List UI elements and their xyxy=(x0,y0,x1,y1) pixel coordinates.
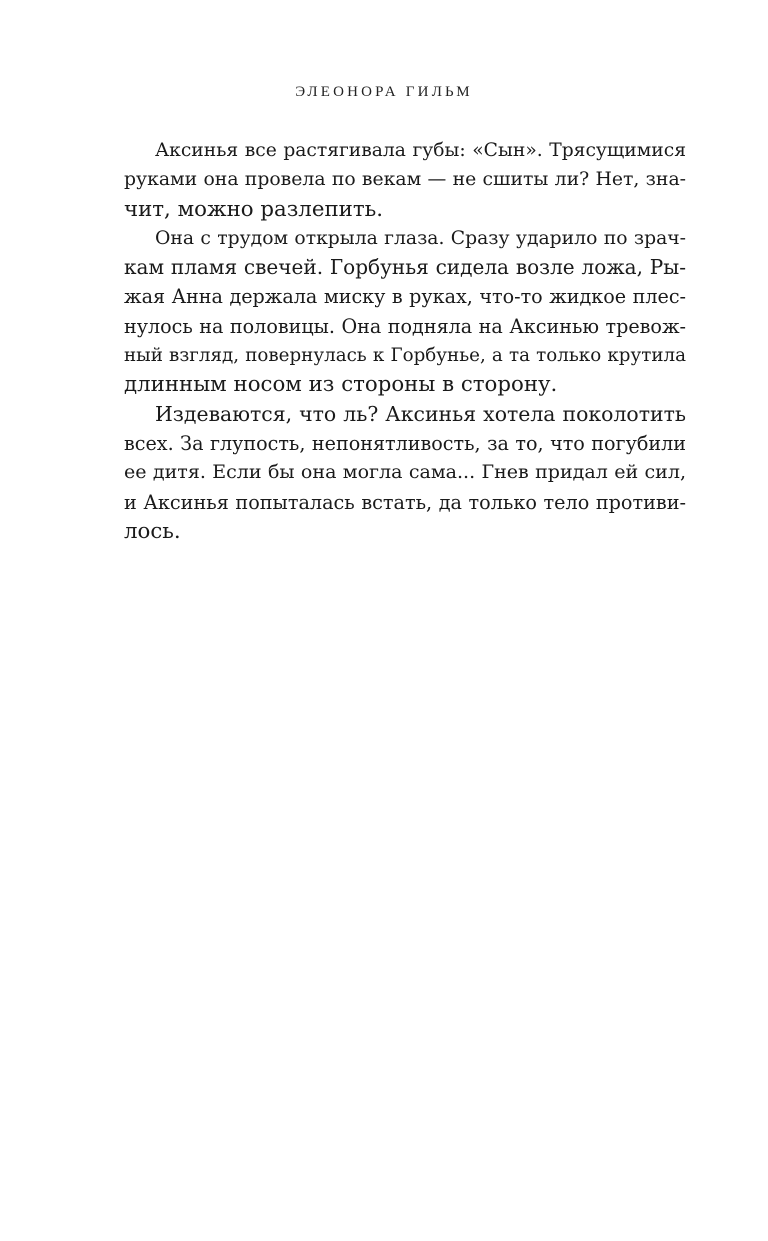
body-text xyxy=(124,136,686,546)
text-line: длинным носом из стороны в сторону. xyxy=(124,372,558,398)
text-line: всех. За глупость, непонятливость, за то, что погубили xyxy=(124,431,686,455)
paragraph-3 xyxy=(124,400,686,546)
text-line: ный взгляд, повернулась к Горбунье, а та только крутила xyxy=(124,345,686,367)
text-line: жая Анна держала миску в руках, что-то жидкое плес- xyxy=(124,285,686,309)
text-line: чит, можно разлепить. xyxy=(124,196,383,222)
running-head: ЭЛЕОНОРА ГИЛЬМ xyxy=(295,84,473,100)
text-line: Аксинья все растягивала губы: «Сын». Трясущимися xyxy=(155,140,686,161)
text-line: нулось на половицы. Она подняла на Аксинью тревож- xyxy=(124,314,686,338)
paragraph-2 xyxy=(124,224,686,400)
text-line: Она с трудом открыла глаза. Сразу ударило по зрач- xyxy=(155,227,686,249)
text-line: ее дитя. Если бы она могла сама... Гнев придал ей сил, xyxy=(124,461,686,484)
text-line: кам пламя свечей. Горбунья сидела возле ложа, Ры- xyxy=(124,255,686,280)
paragraph-1 xyxy=(124,136,686,224)
text-line: и Аксинья попыталась встать, да только тело противи- xyxy=(124,490,686,514)
text-line: лось. xyxy=(124,518,181,544)
text-line: Издеваются, что ль? Аксинья хотела поколотить xyxy=(155,401,686,426)
text-line: руками она провела по векам — не сшиты ли? Нет, зна- xyxy=(124,169,686,191)
